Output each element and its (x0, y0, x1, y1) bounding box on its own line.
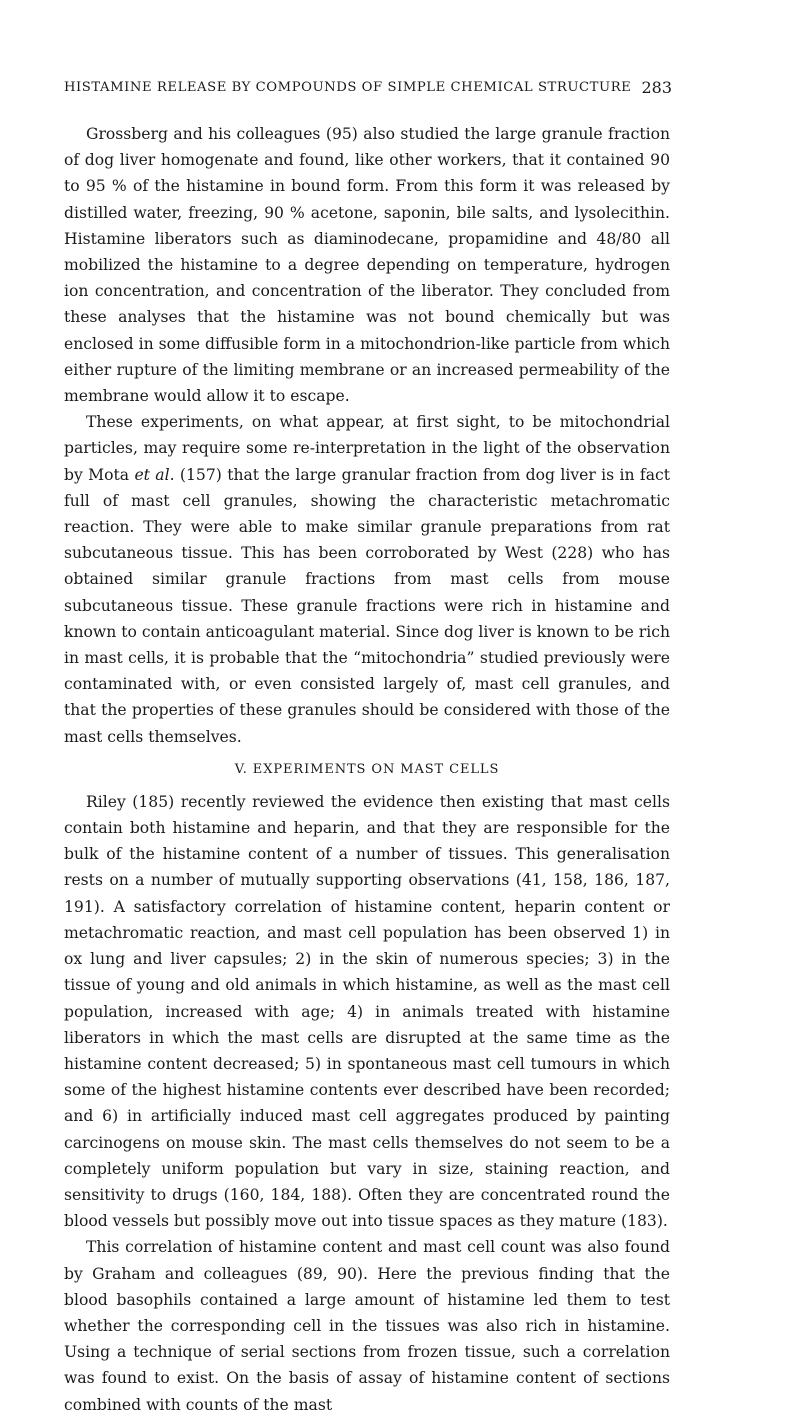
italic-et-al: et al. (134, 465, 175, 484)
running-head-title: HISTAMINE RELEASE BY COMPOUNDS OF SIMPLE CHEMICAL STRUCTURE (64, 80, 632, 95)
paragraph-grossberg: Grossberg and his colleagues (95) also studied the large granule fraction of dog liver homogenate and found, like other workers, that it contained 90 to 95 % of the histamine in bound form. From this form it was released by distilled water, freezing, 90 % acetone, saponin, bile salts, and lysolecithin. Histamine liberators such as diaminodecane, propamidine and 48/80 all mobilized the histamine to a degree depending on temperature, hydrogen ion concentration, and concentration of the liberator. They concluded from these analyses that the histamine was not bound chemically but was enclosed in some diffusible form in a mitochondrion-like particle from which either rupture of the limiting membrane or an increased permeability of the membrane would allow it to escape. (64, 125, 670, 406)
paragraph-graham-correlation: This correlation of histamine content and mast cell count was also found by Graham and colleagues (89, 90). Here the previous finding that the blood basophils contained a large amount of histamine led them to test whether the corresponding cell in the tissues was also rich in histamine. Using a technique of serial sections from frozen tissue, such a correlation was found to exist. On the basis of assay of histamine content of sections combined with counts of the mast (64, 1238, 670, 1414)
paragraph-mitochondrial-particles (64, 409, 670, 750)
paragraph-text-part: (157) that the large granular fraction from dog liver is in fact full of mast cell granules, showing the characteristic metachromatic reaction. They were able to make similar granule preparations from rat subcutaneous tissue. This has been corroborated by West (228) who has obtained similar granule fractions from mast cells from mouse subcutaneous tissue. These granule fractions were rich in histamine and known to contain anticoagulant material. Since dog liver is known to be rich in mast cells, it is probable that the “mitochondria” studied previously were contaminated with, or even consisted largely of, mast cell granules, and that the properties of these granules should be considered with those of the mast cells themselves. (64, 465, 670, 746)
paragraph-text-part: These experiments, on what appear, at first sight, to be mitochondrial particles, may require some re-interpretation in the light of the observation by Mota (64, 413, 670, 484)
body-text (64, 121, 670, 1418)
section-heading: V. EXPERIMENTS ON MAST CELLS (234, 761, 500, 777)
paragraph-riley-review: Riley (185) recently reviewed the evidence then existing that mast cells contain both histamine and heparin, and that they are responsible for the bulk of the histamine content of a number of tissues. This generalisation rests on a number of mutually supporting observations (41, 158, 186, 187, 191). A satisfactory correlation of histamine content, heparin content or metachromatic reaction, and mast cell population has been observed 1) in ox lung and liver capsules; 2) in the skin of numerous species; 3) in the tissue of young and old animals in which histamine, as well as the mast cell population, increased with age; 4) in animals treated with histamine liberators in which the mast cells are disrupted at the same time as the histamine content decreased; 5) in spontaneous mast cell tumours in which some of the highest histamine contents ever described have been recorded; and 6) in artificially induced mast cell aggregates produced by painting carcinogens on mouse skin. The mast cells themselves do not seem to be a completely uniform population but vary in size, staining reaction, and sensitivity to drugs (160, 184, 188). Often they are concentrated round the blood vessels but possibly move out into tissue spaces as they mature (183). (64, 792, 670, 1231)
running-head (64, 80, 672, 102)
page-number: 283 (641, 78, 672, 97)
